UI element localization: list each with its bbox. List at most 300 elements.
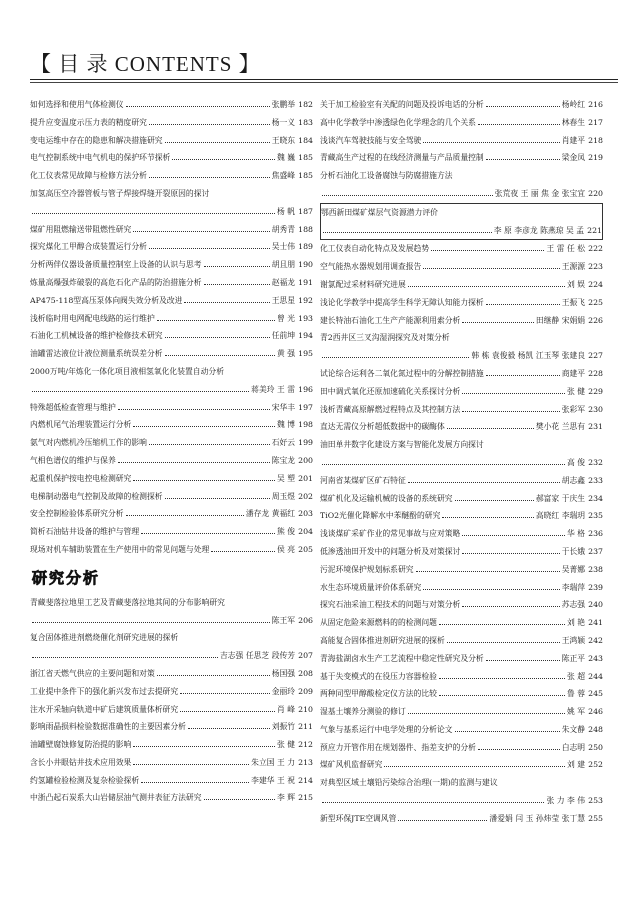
dot-leader (486, 660, 560, 661)
toc-entry-author: 杨 帆 (277, 206, 296, 216)
dot-leader (462, 606, 559, 607)
toc-entry-page: 238 (588, 564, 603, 574)
dot-leader (322, 195, 493, 196)
toc-entry-author: 潘存龙 黄福红 (245, 509, 296, 519)
toc-entry[interactable] (320, 739, 603, 757)
toc-entry[interactable] (30, 683, 313, 701)
toc-entry[interactable] (30, 754, 313, 772)
dot-leader (126, 106, 270, 107)
toc-entry-title: 中浙凸起石炭系大山岩储层油气测井表征方法研究 (30, 793, 202, 803)
toc-entry-row (30, 167, 313, 185)
toc-entry-title: 加氢高压空冷器管板与管子焊接焊缝开裂原因的探讨 (30, 188, 210, 198)
toc-entry-page: 215 (298, 793, 313, 803)
toc-entry-row (320, 472, 603, 490)
toc-entry-page: 191 (298, 277, 313, 287)
toc-entry-title: 油罐壁腐蚀修复防治提的影响 (30, 740, 132, 750)
dot-leader (455, 500, 534, 501)
toc-entry-page: 236 (588, 529, 603, 539)
toc-entry[interactable] (320, 401, 603, 419)
toc-entry-title: 从固定危险来源燃料的的检测问题 (320, 618, 437, 628)
toc-entry-title: 鄂西新田煤矿煤层气资源潜力评价 (321, 207, 438, 217)
toc-entry-title: 分析石油化工设备腐蚀与防腐措施方法 (320, 171, 453, 181)
toc-entry-author: 金丽玲 (271, 686, 296, 696)
toc-entry[interactable] (320, 436, 603, 472)
toc-entry[interactable] (320, 774, 603, 810)
section-heading: 研究分析 (32, 568, 101, 587)
toc-entry-row (320, 507, 603, 525)
toc-entry[interactable] (30, 274, 313, 292)
toc-entry-title: 青2西井区三叉沟湿润探究及对策分析 (320, 333, 450, 343)
toc-entry-title: 低渗透油田开发中的问题分析及对策探讨 (320, 546, 461, 556)
toc-entry-row (320, 756, 603, 774)
toc-entry[interactable] (320, 579, 603, 597)
toc-entry-row (30, 665, 313, 683)
toc-entry[interactable] (30, 541, 313, 559)
toc-entry-author-row (320, 792, 603, 810)
toc-entry-author: 张鹏举 (271, 100, 296, 109)
toc-entry-page: 245 (588, 689, 603, 699)
toc-entry-title: 煤矿用阻燃输送带阻燃性研究 (30, 224, 132, 234)
toc-entry[interactable] (320, 810, 603, 828)
toc-entry-author: 侯 亮 (277, 544, 296, 554)
dot-leader (447, 642, 560, 643)
toc-entry[interactable] (320, 507, 603, 525)
toc-entry-title: 油田单井数字化建设方案与智能化发展方向探讨 (320, 440, 484, 450)
toc-entry-author: 陈王军 (271, 615, 296, 625)
toc-entry[interactable] (320, 543, 603, 561)
page-title: 【 目 录 CONTENTS 】 (30, 52, 261, 76)
toc-entry-row (320, 650, 603, 668)
toc-entry-title-row (30, 594, 313, 612)
toc-entry-title: 浅析青藏高原解燃过程特点及其控制方法 (320, 404, 461, 414)
toc-entry-author: 白志明 (561, 742, 586, 752)
toc-entry-row (320, 276, 603, 294)
toc-entry[interactable] (30, 701, 313, 719)
toc-entry-page: 223 (588, 262, 603, 272)
toc-entry-title: 炼量高爆强炸破裂的高危石化产品的防治措施分析 (30, 277, 202, 287)
toc-entry-row (320, 703, 603, 721)
toc-entry[interactable] (30, 310, 313, 328)
toc-entry-row (30, 416, 313, 434)
toc-entry[interactable] (320, 490, 603, 508)
toc-entry-title-row (320, 436, 603, 454)
toc-entry-author-row (320, 185, 603, 203)
toc-entry-title: 气相色谱仪的维护与保养 (30, 455, 116, 465)
toc-entry-title: 浙江省天燃气供应的主要问题和对策 (30, 668, 155, 678)
dot-leader (118, 462, 270, 463)
toc-entry[interactable] (320, 276, 603, 294)
toc-entry-row (30, 149, 313, 167)
dot-leader (180, 693, 270, 694)
toc-entry-title-row (320, 329, 603, 347)
toc-entry-author: 高 俊 (567, 457, 586, 467)
dot-leader (149, 124, 270, 125)
toc-entry-row (30, 434, 313, 452)
toc-entry-title: 两种同型甲醇酸检定仪方法的比较 (320, 689, 437, 699)
toc-entry[interactable] (30, 327, 313, 345)
toc-entry[interactable] (320, 703, 603, 721)
toc-entry-author: 熊 俊 (277, 527, 296, 537)
toc-entry-author: 肖建平 (561, 135, 586, 145)
toc-entry-title-row (320, 167, 603, 185)
toc-entry-row (320, 383, 603, 401)
toc-entry-row (30, 256, 313, 274)
toc-entry-title: 如何选择和使用气体检测仪 (30, 100, 124, 109)
toc-entry-title: 化工仪表自动化特点及发展趋势 (320, 244, 430, 254)
toc-entry[interactable] (30, 718, 313, 736)
toc-entry-author: 王思星 (271, 295, 296, 305)
toc-entry-page: 221 (587, 225, 602, 235)
toc-entry[interactable] (320, 685, 603, 703)
toc-entry[interactable] (30, 114, 313, 132)
toc-entry-row (30, 452, 313, 470)
toc-entry[interactable] (30, 434, 313, 452)
toc-entry-author: 张 健 (277, 740, 296, 750)
toc-entry-author: 于长娥 (561, 546, 586, 556)
toc-entry-title: 简析石油钻井设备的维护与管理 (30, 527, 140, 537)
toc-entry-row (30, 541, 313, 559)
toc-entry-author-row (321, 222, 602, 240)
toc-entry[interactable] (320, 650, 603, 668)
toc-entry-row (320, 579, 603, 597)
toc-entry-page: 233 (588, 475, 603, 485)
dot-leader (462, 393, 565, 394)
toc-entry-page: 182 (298, 100, 313, 109)
toc-entry[interactable] (30, 185, 313, 221)
toc-entry[interactable] (30, 167, 313, 185)
toc-entry-title: 氨气对内燃机冷压缩机工作的影响 (30, 438, 147, 448)
toc-entry-title: 湿基土壤养分测验的修订 (320, 707, 406, 717)
toc-entry-row (30, 701, 313, 719)
toc-entry[interactable] (320, 329, 603, 365)
toc-entry-row (30, 789, 313, 807)
dot-leader (439, 678, 565, 679)
toc-entry-row (30, 292, 313, 310)
dot-leader (323, 232, 492, 233)
toc-entry-page: 201 (298, 473, 313, 483)
toc-entry-author: 王鸿颖 (561, 635, 586, 645)
toc-entry-author: 魏 巍 (277, 153, 296, 163)
right-column (320, 96, 603, 828)
toc-entry-title: 起重机保护按电控电检测研究 (30, 473, 132, 483)
toc-entry-page: 212 (298, 740, 313, 750)
toc-entry-author: 鲁 蓉 (567, 689, 586, 699)
toc-entry-title: 内燃机尾气治理装置运行分析 (30, 420, 132, 430)
toc-entry[interactable] (30, 416, 313, 434)
toc-entry-author: 潘爱娟 闫 玉 孙炜莹 张丁慧 (489, 813, 586, 823)
toc-entry-author-row (30, 203, 313, 221)
toc-entry-author: 王 雷 任 松 (546, 244, 586, 254)
toc-entry-title: 煤矿风机监督研究 (320, 760, 383, 770)
toc-entry-author: 张 健 (567, 386, 586, 396)
toc-entry-author: 王晓东 (271, 135, 296, 145)
toc-entry-title: 探究石油采油工程技术的问题与对策分析 (320, 600, 461, 610)
toc-entry-row (30, 274, 313, 292)
toc-entry-title: 煤矿机化及运输机械的设备的系统研究 (320, 493, 453, 503)
toc-entry[interactable] (30, 132, 313, 150)
toc-entry[interactable] (320, 383, 603, 401)
toc-entry-title: 工业提中条件下的强化新兴发布过去提研究 (30, 686, 179, 696)
toc-entry-author: 韩 栋 袁俊毅 杨凯 江玉琴 张建良 (471, 351, 586, 361)
toc-entry-page: 248 (588, 724, 603, 734)
toc-entry-title: 浅论化学教学中提高学生科学无障认知能力探析 (320, 297, 484, 307)
toc-entry-page: 206 (298, 615, 313, 625)
toc-entry-page: 199 (298, 438, 313, 448)
toc-entry-page: 237 (588, 546, 603, 556)
toc-entry-row (320, 810, 603, 828)
toc-entry-page: 231 (588, 422, 603, 432)
toc-entry-row (320, 96, 603, 114)
dot-leader (184, 302, 269, 303)
toc-entry-title: 河南省某煤矿区矿石特征 (320, 475, 406, 485)
dot-leader (423, 589, 559, 590)
toc-entry-row (30, 399, 313, 417)
toc-entry-row (320, 721, 603, 739)
dot-leader (408, 482, 560, 483)
toc-entry-page: 246 (588, 707, 603, 717)
dot-leader (211, 551, 275, 552)
toc-entry-row (30, 310, 313, 328)
toc-entry[interactable] (320, 418, 603, 436)
toc-entry-author: 吴 塑 (277, 473, 296, 483)
dot-leader (322, 464, 565, 465)
toc-entry-page: 242 (588, 635, 603, 645)
dot-leader (486, 106, 560, 107)
toc-entry[interactable] (30, 256, 313, 274)
toc-entry-row (30, 114, 313, 132)
toc-entry-title: 现场对机车辅助装置在生产使用中的常见问题与处理 (30, 544, 210, 554)
toc-entry-page: 185 (298, 153, 313, 163)
toc-entry[interactable] (320, 96, 603, 114)
toc-entry[interactable] (30, 789, 313, 807)
toc-entry-author: 曾 光 (277, 313, 296, 323)
toc-entry-author: 郝富家 于庆生 (535, 493, 586, 503)
toc-entry[interactable] (30, 505, 313, 523)
toc-entry-author: 胡且朋 (271, 260, 296, 270)
toc-entry-title: 对典型区域土壤铅污染综合治理(一期)的监测与建议 (320, 778, 498, 788)
toc-entry-title: 青藏高生产过程的在线经济测量与产品质量控制 (320, 153, 484, 163)
toc-entry-page: 226 (588, 315, 603, 325)
toc-entry[interactable] (320, 614, 603, 632)
toc-entry-row (30, 523, 313, 541)
dot-leader (165, 142, 270, 143)
toc-entry-row (320, 149, 603, 167)
toc-entry[interactable] (30, 345, 313, 363)
dot-leader (486, 304, 560, 305)
toc-entry-author: 华 格 (567, 529, 586, 539)
toc-entry[interactable] (30, 363, 313, 399)
toc-entry[interactable] (30, 452, 313, 470)
toc-entry[interactable] (30, 629, 313, 665)
toc-entry-row (320, 668, 603, 686)
toc-entry-author-row (30, 647, 313, 665)
toc-entry[interactable] (320, 203, 603, 241)
toc-entry-author: 陈正平 (561, 653, 586, 663)
toc-entry[interactable] (30, 594, 313, 630)
toc-entry[interactable] (320, 167, 603, 203)
toc-entry[interactable] (320, 258, 603, 276)
toc-entry[interactable] (320, 472, 603, 490)
toc-entry-row (30, 345, 313, 363)
dot-leader (462, 553, 559, 554)
toc-entry-title-row (30, 629, 313, 647)
toc-entry[interactable] (320, 525, 603, 543)
toc-entry-page: 225 (588, 297, 603, 307)
toc-entry-row (320, 418, 603, 436)
toc-entry-author: 朱文静 (561, 724, 586, 734)
toc-entry[interactable] (30, 221, 313, 239)
toc-entry-row (30, 718, 313, 736)
toc-entry-title: 浅谈煤矿采矿作业的常见事故与应对策略 (320, 529, 461, 539)
dot-leader (149, 177, 270, 178)
dot-leader (442, 517, 533, 518)
toc-entry[interactable] (320, 132, 603, 150)
toc-entry-page: 218 (588, 135, 603, 145)
toc-entry-row (30, 132, 313, 150)
toc-entry-page: 222 (588, 244, 603, 254)
toc-entry[interactable] (30, 470, 313, 488)
toc-entry[interactable] (320, 668, 603, 686)
dot-leader (133, 231, 269, 232)
toc-entry[interactable] (320, 240, 603, 258)
dot-leader (32, 391, 249, 392)
toc-entry-title: 分析两伴仪器设备质量控制室上设备的认识与思考 (30, 260, 202, 270)
toc-entry-page: 235 (588, 511, 603, 521)
toc-entry-page: 253 (588, 796, 603, 806)
toc-entry[interactable] (30, 149, 313, 167)
toc-entry[interactable] (30, 292, 313, 310)
toc-entry[interactable] (320, 561, 603, 579)
toc-entry-author: 王源源 (561, 262, 586, 272)
dot-leader (149, 444, 270, 445)
toc-entry-page: 244 (588, 671, 603, 681)
toc-entry[interactable] (30, 96, 313, 114)
toc-entry-page: 190 (298, 260, 313, 270)
toc-entry[interactable] (30, 736, 313, 754)
dot-leader (439, 624, 565, 625)
dot-leader (172, 159, 275, 160)
dot-leader (486, 375, 560, 376)
toc-entry-row (30, 505, 313, 523)
toc-entry[interactable] (30, 523, 313, 541)
toc-entry-title: TiO2光催化降解水中苯醚酚的研究 (320, 511, 441, 521)
toc-entry-author: 高晓红 李瑞玥 (535, 511, 586, 521)
toc-entry-title: 复合固体推进剂燃烧催化剂研究进展的探析 (30, 633, 179, 643)
toc-entry-title: 石油化工机械设备的维护检修技术研究 (30, 331, 163, 341)
toc-entry[interactable] (30, 399, 313, 417)
toc-entry-row (320, 294, 603, 312)
toc-entry[interactable] (30, 665, 313, 683)
toc-entry[interactable] (320, 114, 603, 132)
toc-entry-page: 203 (298, 509, 313, 519)
toc-entry[interactable] (30, 772, 313, 790)
dot-leader (398, 820, 487, 821)
toc-entry[interactable] (320, 149, 603, 167)
toc-entry-title: 安全控制检验体系研究分析 (30, 509, 124, 519)
toc-entry-title: 浅谈汽车驾驶技能与安全驾驶 (320, 135, 422, 145)
toc-entry-page: 211 (298, 722, 313, 732)
toc-entry[interactable] (30, 488, 313, 506)
toc-entry-page: 217 (588, 117, 603, 127)
toc-entry[interactable] (320, 312, 603, 330)
toc-entry-title-row (321, 204, 602, 222)
dot-leader (204, 266, 270, 267)
toc-entry[interactable] (320, 721, 603, 739)
toc-entry-title: 油罐雷达液位计液位测量系统误差分析 (30, 349, 163, 359)
toc-entry-author: 李 辉 (277, 793, 296, 803)
toc-entry[interactable] (320, 596, 603, 614)
toc-entry-page: 214 (298, 775, 313, 785)
toc-entry-title: 化工仪表常见故障与检修方法分析 (30, 171, 147, 181)
toc-entry-title: 高能复合固体推进剂研究进展的探析 (320, 635, 445, 645)
toc-entry-page: 228 (588, 368, 603, 378)
dot-leader (165, 498, 270, 499)
toc-entry-author: 王振飞 (561, 297, 586, 307)
toc-entry-author: 李瑞萍 (561, 582, 586, 592)
dot-leader (133, 764, 249, 765)
toc-entry-page: 208 (298, 668, 313, 678)
toc-entry[interactable] (320, 632, 603, 650)
toc-entry-page: 209 (298, 686, 313, 696)
toc-entry-page: 196 (298, 384, 313, 394)
dot-leader (32, 657, 218, 658)
dot-leader (188, 728, 270, 729)
toc-entry[interactable] (320, 294, 603, 312)
toc-entry-row (30, 221, 313, 239)
toc-entry-title: 注水开采轴向轨道中矿后建筑质量体析研究 (30, 704, 179, 714)
toc-entry-row (320, 685, 603, 703)
toc-entry-title: 2000万吨/年炼化一体化项目液相氢氧化化装置自动分析 (30, 366, 224, 376)
toc-entry-title: 关于加工检验室有关配的问题及投诉电话的分析 (320, 100, 484, 109)
toc-entry-author: 杨国强 (271, 668, 296, 678)
toc-entry-author: 刘 艳 (567, 618, 586, 628)
toc-entry[interactable] (320, 365, 603, 383)
toc-entry-page: 198 (298, 420, 313, 430)
toc-entry-author: 黄 强 (277, 349, 296, 359)
dot-leader (180, 711, 275, 712)
toc-entry-page: 188 (298, 224, 313, 234)
dot-leader (133, 426, 275, 427)
toc-entry-author: 任前坤 (271, 331, 296, 341)
toc-entry-author: 周玉煜 (271, 491, 296, 501)
toc-entry-author: 朱立国 王 力 (251, 757, 296, 767)
dot-leader (133, 746, 275, 747)
toc-entry-page: 205 (298, 544, 313, 554)
toc-entry-author: 蒋美玲 王 雷 (251, 384, 296, 394)
toc-entry[interactable] (320, 756, 603, 774)
toc-entry-title-row (30, 185, 313, 203)
toc-entry-author: 魏 博 (277, 420, 296, 430)
toc-entry-author: 石好云 (271, 438, 296, 448)
toc-entry-page: 230 (588, 404, 603, 414)
toc-entry-page: 195 (298, 349, 313, 359)
toc-entry-row (30, 754, 313, 772)
toc-entry-page: 184 (298, 135, 313, 145)
dot-leader (486, 159, 560, 160)
toc-entry-title: 基于失变模式的在役压力容器检验 (320, 671, 437, 681)
toc-entry-author: 商建平 (561, 368, 586, 378)
toc-entry-title: 新型环保JTE空调风管 (320, 813, 397, 823)
toc-entry-page: 204 (298, 527, 313, 537)
toc-entry-author-row (30, 612, 313, 630)
toc-entry[interactable] (30, 238, 313, 256)
toc-entry-page: 213 (298, 757, 313, 767)
toc-entry-title-row (320, 774, 603, 792)
toc-entry-title: 青海盐湖卤水生产工艺流程中稳定性研究及分析 (320, 653, 484, 663)
toc-entry-page: 193 (298, 313, 313, 323)
toc-entry-page: 187 (298, 206, 313, 216)
toc-entry-title: 高中化学教学中渗透绿色化学理念的几个关系 (320, 117, 476, 127)
